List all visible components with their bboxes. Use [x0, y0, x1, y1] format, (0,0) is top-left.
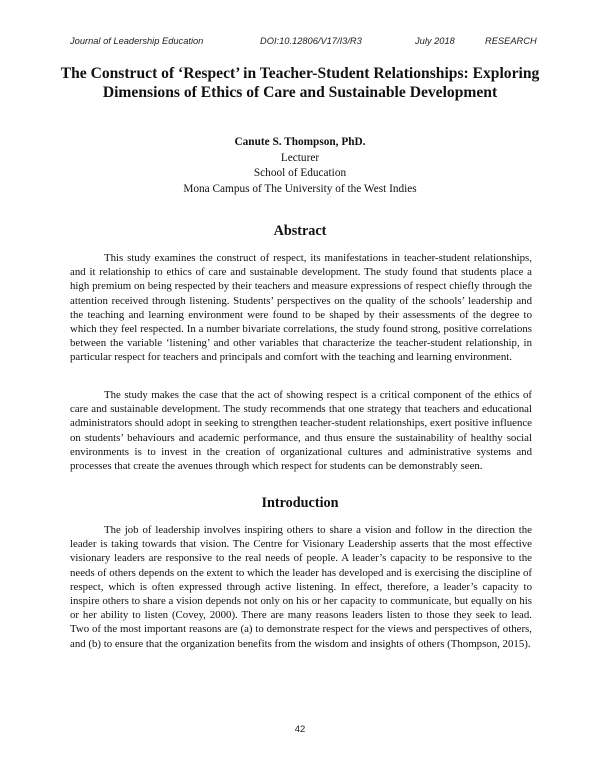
doi: DOI:10.12806/V17/I3/R3	[260, 36, 362, 46]
issue-date: July 2018	[415, 36, 455, 46]
author-block	[100, 135, 500, 197]
paper-title: The Construct of ‘Respect’ in Teacher-Student Relationships: Exploring Dimensions of Ethics of Care and Sustainable Development	[60, 65, 540, 101]
abstract-paragraph-2: The study makes the case that the act of showing respect is a critical component of the ethics of care and sustainable development. The study recommends that one strategy that teachers and educational administrators should adopt in seeking to strengthen teacher-student relationships, exert positive influence on students’ behaviours and academic performance, and thus ensure the sustainability of healthy social environments is to invest in the creation of organizational cultures and administrative systems and processes that create the avenues through which respect for students can be demonstrably seen.	[70, 389, 532, 473]
author-position: Lecturer	[280, 151, 320, 164]
page-number: 42	[294, 724, 306, 735]
abstract-heading: Abstract	[273, 223, 327, 239]
introduction-paragraph-1: The job of leadership involves inspiring others to share a vision and follow in the direction the leader is taking towards that vision. The Centre for Visionary Leadership asserts that the most effective visionary leaders are responsive to the real needs of people. A leader’s capacity to be responsive to the needs of others depends on the extent to which the leader has developed and is exercising the discipline of respect, which is often expressed through active listening. In effect, therefore, a leader’s capacity to inspire others to share a vision depends not only on his or her capacity to communicate, but equally on his or her ability to listen (Covey, 2000). There are many reasons leaders listen to those they seek to lead. Two of the most important reasons are (a) to demonstrate respect for the views and perspectives of others, and (b) to ensure that the organization benefits from the wisdom and insights of others (Thompson, 2015).	[70, 524, 532, 650]
article-type: RESEARCH	[485, 36, 537, 46]
abstract-paragraph-1: This study examines the construct of respect, its manifestations in teacher-student relationships, and it relationship to ethics of care and sustainable development. The study found that students place a high premium on being respected by their teachers and measure expressions of respect chiefly through the attention received through listening. Students’ perspectives on the quality of the schools’ leadership and the teaching and learning environment were found to be shaped by their assessments of the degree to which they feel respected. In a number bivariate correlations, the study found strong, positive correlations between the variable ‘listening’ and other variables that characterize the teacher-student relationship, in particular respect for teachers and principals and comfort with the teaching and learning environment.	[70, 252, 532, 364]
journal-name: Journal of Leadership Education	[70, 36, 204, 46]
introduction-heading: Introduction	[261, 495, 339, 511]
author-institution: Mona Campus of The University of the West Indies	[183, 182, 417, 195]
author-department: School of Education	[253, 167, 347, 179]
author-name: Canute S. Thompson, PhD.	[234, 136, 366, 148]
